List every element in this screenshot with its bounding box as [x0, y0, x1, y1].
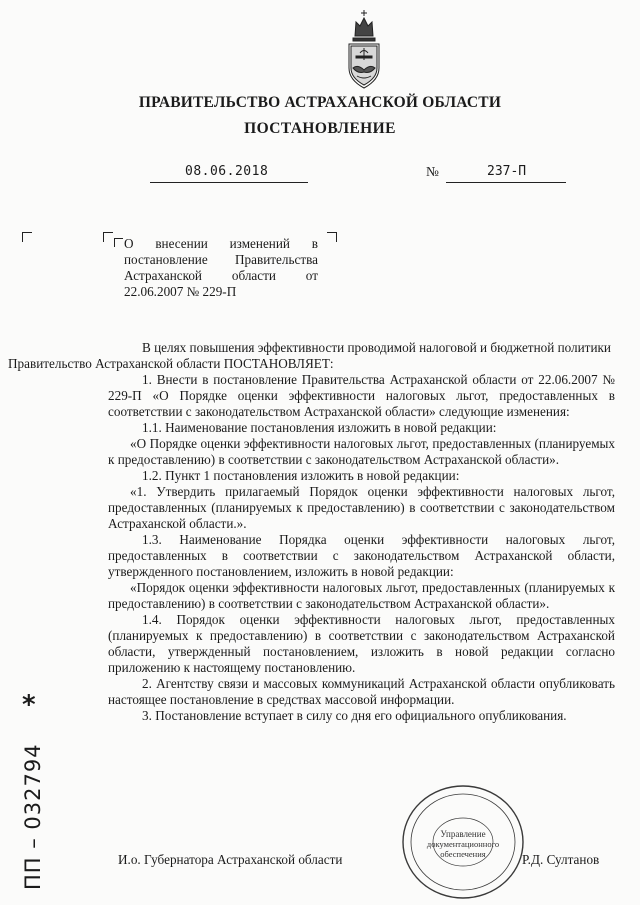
resolves-line: Правительство Астраханской области ПОСТАНОВЛЯЕТ: [8, 356, 334, 371]
left-margin-corner-mark [22, 232, 32, 242]
paragraph-1-2: 1.2. Пункт 1 постановления изложить в новой редакции: [142, 468, 460, 483]
number-sign: № [426, 164, 439, 179]
paragraph-1-1-text: «О Порядке оценки эффективности налоговых льгот, предоставленных (планируемых к предоставлению) в соответствии с законодательством Астраханской области». [108, 436, 615, 467]
signatory-title: И.о. Губернатора Астраханской области [118, 852, 343, 867]
serial-number: ПП – 032794 [21, 743, 45, 890]
paragraph-1: 1. Внести в постановление Правительства Астраханской области от 22.06.2007 № 229-П «О Порядке оценки эффективности налоговых льгот, предоставленных в соответствии с законодательством Астраханской области» следующие изменения: [108, 372, 615, 419]
paragraph-1-3-text: «Порядок оценки эффективности налоговых льгот, предоставленных (планируемых к предоставлению) в соответствии с законодательством Астраханской области». [108, 580, 615, 611]
document-date: 08.06.2018 [185, 164, 269, 179]
paragraph-1-3: 1.3. Наименование Порядка оценки эффективности налоговых льгот, предоставленных в соответствии с законодательством Астраханской области, утвержденного постановлением, изложить в новой редакции: [108, 532, 615, 579]
serial-asterisk: * [22, 690, 36, 720]
stamp-line-3: обеспечения [440, 849, 486, 859]
coat-of-arms-emblem [343, 8, 385, 92]
document-type: ПОСТАНОВЛЕНИЕ [244, 120, 396, 137]
paragraph-1-1: 1.1. Наименование постановления изложить в новой редакции: [142, 420, 497, 435]
subject-corner-mark-inner [114, 238, 123, 247]
signatory-name: Р.Д. Султанов [522, 852, 600, 867]
document-number: 237-П [487, 164, 527, 179]
preamble: В целях повышения эффективности проводимой налоговой и бюджетной политики [142, 340, 611, 355]
document-subject: О внесении изменений в постановление Правительства Астраханской области от 22.06.2007 № 229-П [124, 236, 318, 299]
official-stamp [398, 780, 528, 905]
stamp-line-2: документационного [426, 839, 500, 849]
paragraph-1-2-text: «1. Утвердить прилагаемый Порядок оценки эффективности налоговых льгот, предоставленных (планируемых к предоставлению) в соответствии с законодательством Астраханской области.». [108, 484, 615, 531]
stamp-line-1: Управление [440, 829, 486, 839]
serial-number-block [6, 700, 56, 900]
document-body [8, 340, 615, 724]
paragraph-3: 3. Постановление вступает в силу со дня его официального опубликования. [142, 708, 567, 723]
government-title: ПРАВИТЕЛЬСТВО АСТРАХАНСКОЙ ОБЛАСТИ [138, 94, 502, 111]
paragraph-1-4: 1.4. Порядок оценки эффективности налоговых льгот, предоставленных (планируемых к предоставлению) в соответствии с законодательством Астраханской области, утвержденный постановлением, изложить в новой редакции согласно приложению к настоящему постановлению. [108, 612, 615, 675]
paragraph-2: 2. Агентству связи и массовых коммуникаций Астраханской области опубликовать настоящее постановление в средствах массовой информации. [108, 676, 615, 707]
subject-corner-mark-left [103, 232, 113, 242]
subject-corner-mark-right [327, 232, 337, 242]
